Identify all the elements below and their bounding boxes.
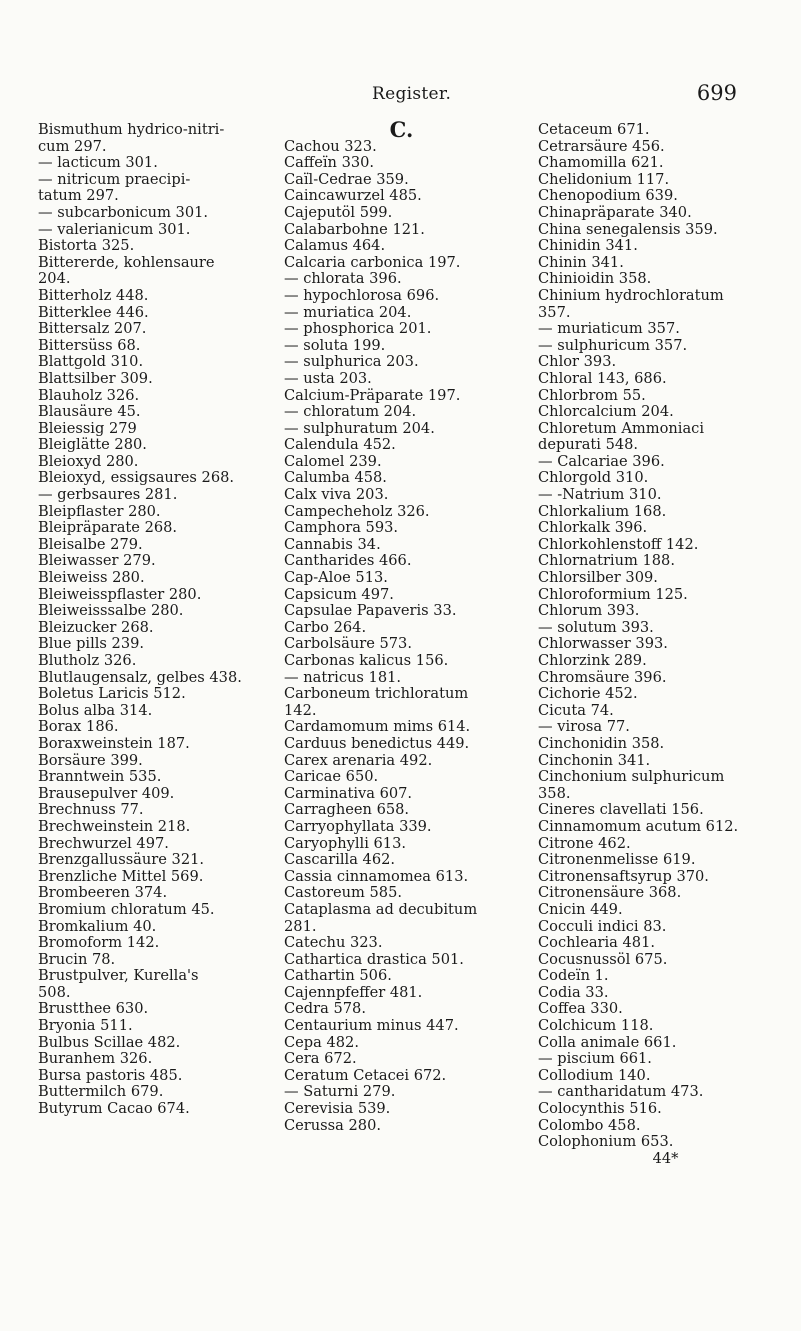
index-entry: Carex arenaria 492.	[284, 751, 433, 769]
index-entry: Calcaria carbonica 197.	[284, 253, 461, 271]
index-entry: Borax 186.	[38, 718, 119, 736]
index-entry: Bleioxyd, essigsaures 268.	[38, 469, 235, 487]
index-entry: Capsicum 497.	[284, 585, 394, 603]
index-entry: Blauholz 326.	[38, 386, 140, 404]
index-entry: Bleioxyd 280.	[38, 452, 139, 470]
index-entry: Colocynthis 516.	[538, 1100, 662, 1118]
index-entry: — valerianicum 301.	[38, 220, 191, 238]
index-entry: — Saturni 279.	[284, 1083, 396, 1101]
index-column-1	[38, 122, 278, 1118]
page-header	[0, 81, 801, 114]
index-entry: 358.	[538, 784, 571, 802]
index-entry: Campecheholz 326.	[284, 502, 430, 520]
index-entry: Cochlearia 481.	[538, 934, 656, 952]
index-entry: Calumba 458.	[284, 469, 387, 487]
index-entry: Calomel 239.	[284, 452, 382, 470]
index-entry: Chloroformium 125.	[538, 585, 688, 603]
index-entry: Chlorzink 289.	[538, 652, 647, 669]
index-entry: Chlorcalcium 204.	[538, 403, 674, 421]
index-entry: Brustpulver, Kurella's	[38, 967, 199, 985]
index-entry: Chinioidin 358.	[538, 270, 652, 288]
index-entry: Cascarilla 462.	[284, 851, 396, 869]
index-entry: — -Natrium 310.	[538, 486, 662, 504]
index-entry: — hypochlorosa 696.	[284, 286, 440, 304]
index-entry: Catechu 323.	[284, 934, 383, 952]
index-entry: — muriatica 204.	[284, 303, 412, 321]
index-entry: Cardamomum mims 614.	[284, 718, 471, 736]
index-entry: Chamomilla 621.	[538, 154, 664, 172]
index-entry: — natricus 181.	[284, 668, 402, 686]
index-entry: Brechweinstein 218.	[38, 817, 191, 835]
index-entry: Caryophylli 613.	[284, 834, 406, 852]
index-entry: Carbonas kalicus 156.	[284, 652, 449, 669]
index-entry: Capsulae Papaveris 33.	[284, 602, 457, 620]
index-entry: Calcium-Präparate 197.	[284, 386, 461, 404]
index-entry: Bryonia 511.	[38, 1017, 133, 1035]
index-entry: 142.	[284, 701, 317, 719]
index-entry: 508.	[38, 983, 71, 1001]
index-entry: tatum 297.	[38, 187, 119, 205]
index-entry: — sulphurica 203.	[284, 353, 419, 371]
index-entry: 357.	[538, 303, 571, 321]
index-entry: Camphora 593.	[284, 519, 399, 537]
index-entry: Cannabis 34.	[284, 535, 381, 553]
section-letter-heading: C.	[389, 117, 414, 142]
index-entry: Cerevisia 539.	[284, 1100, 391, 1118]
index-column-2	[284, 117, 519, 1134]
index-entry: Cicuta 74.	[538, 701, 614, 719]
index-entry: Chlorbrom 55.	[538, 386, 646, 404]
index-entry: Chinium hydrochloratum	[538, 286, 724, 304]
index-entry: Borsäure 399.	[38, 751, 143, 769]
index-entry: Cetaceum 671.	[538, 121, 650, 138]
index-entry: Calx viva 203.	[284, 486, 389, 504]
index-entry: China senegalensis 359.	[538, 220, 718, 238]
index-entry: Centaurium minus 447.	[284, 1017, 459, 1035]
index-entry: Citronensäure 368.	[538, 884, 682, 902]
index-entry: Buranhem 326.	[38, 1050, 153, 1068]
page-number: 699	[696, 81, 737, 105]
index-entry: Chinin 341.	[538, 253, 624, 271]
index-entry: Bistorta 325.	[38, 237, 135, 255]
index-entry: — virosa 77.	[538, 718, 630, 736]
index-entry: — muriaticum 357.	[538, 320, 680, 338]
index-entry: Ceratum Cetacei 672.	[284, 1066, 447, 1084]
index-entry: Bitterklee 446.	[38, 303, 149, 321]
index-entry: Cachou 323.	[284, 137, 377, 155]
index-entry: Blattsilber 309.	[38, 369, 153, 387]
index-entry: — gerbsaures 281.	[38, 486, 178, 504]
index-entry: Chelidonium 117.	[538, 170, 670, 188]
index-entry: Boletus Laricis 512.	[38, 685, 186, 703]
index-entry: Bromkalium 40.	[38, 917, 157, 935]
index-entry: Cantharides 466.	[284, 552, 412, 570]
index-entry: Colophonium 653.	[538, 1133, 674, 1151]
index-entry: Bursa pastoris 485.	[38, 1066, 183, 1084]
index-entry: Cocculi indici 83.	[538, 917, 667, 935]
index-entry: Colchicum 118.	[538, 1017, 654, 1035]
index-entry: Blutlaugensalz, gelbes 438.	[38, 668, 242, 686]
index-entry: Caincawurzel 485.	[284, 187, 422, 205]
index-entry: Bismuthum hydrico-nitri-	[38, 121, 225, 138]
index-entry: Bleiessig 279	[38, 419, 137, 437]
index-entry: Caffeïn 330.	[284, 154, 375, 172]
index-entry: Butyrum Cacao 674.	[38, 1100, 190, 1118]
index-entry: 281.	[284, 917, 317, 935]
index-entry: Carryophyllata 339.	[284, 817, 432, 835]
index-entry: Cathartin 506.	[284, 967, 392, 985]
index-entry: Bleisalbe 279.	[38, 535, 143, 553]
index-entry: Branntwein 535.	[38, 768, 162, 786]
index-entry: — nitricum praecipi-	[38, 170, 191, 188]
index-entry: Chlorsilber 309.	[538, 569, 658, 587]
index-entry: Blausäure 45.	[38, 403, 141, 421]
index-entry: — sulphuricum 357.	[538, 336, 688, 354]
index-entry: — usta 203.	[284, 369, 372, 387]
index-entry: Brechwurzel 497.	[38, 834, 169, 852]
index-entry: Buttermilch 679.	[38, 1083, 164, 1101]
index-entry: Blattgold 310.	[38, 353, 144, 371]
index-entry: Bittersüss 68.	[38, 336, 141, 354]
index-entry: Chromsäure 396.	[538, 668, 667, 686]
index-entry: Chinapräparate 340.	[538, 203, 692, 221]
index-entry: Brenzliche Mittel 569.	[38, 867, 204, 885]
index-entry: Chlorkohlenstoff 142.	[538, 535, 699, 553]
running-title: Register.	[372, 84, 452, 104]
index-entry: Bittererde, kohlensaure	[38, 253, 215, 271]
index-entry: Cinchonidin 358.	[538, 734, 665, 752]
index-entry: Bolus alba 314.	[38, 701, 153, 719]
index-entry: Calabarbohne 121.	[284, 220, 425, 238]
index-entry: Bitterholz 448.	[38, 286, 149, 304]
index-entry: Chlorkalium 168.	[538, 502, 667, 520]
index-entry: Bleipräparate 268.	[38, 519, 178, 537]
index-entry: Cinchonin 341.	[538, 751, 651, 769]
index-entry: Brombeeren 374.	[38, 884, 168, 902]
index-entry: Castoreum 585.	[284, 884, 402, 902]
index-entry: Bromium chloratum 45.	[38, 900, 215, 918]
index-entry: Carboneum trichloratum	[284, 685, 469, 703]
index-entry: — subcarbonicum 301.	[38, 203, 209, 221]
index-entry: Chlorwasser 393.	[538, 635, 668, 653]
index-entry: Carminativa 607.	[284, 784, 413, 802]
index-entry: Caricae 650.	[284, 768, 379, 786]
index-entry: Brechnuss 77.	[38, 801, 144, 819]
index-entry: — chloratum 204.	[284, 403, 417, 421]
index-entry: Chlorum 393.	[538, 602, 640, 620]
index-entry: Bleiweiss 280.	[38, 569, 145, 587]
index-entry: — soluta 199.	[284, 336, 386, 354]
index-entry: Bittersalz 207.	[38, 320, 147, 338]
index-entry: Bleizucker 268.	[38, 618, 154, 636]
index-entry: Carbolsäure 573.	[284, 635, 412, 653]
index-entry: Colla animale 661.	[538, 1033, 677, 1051]
index-entry: Cineres clavellati 156.	[538, 801, 704, 819]
index-entry: — cantharidatum 473.	[538, 1083, 704, 1101]
index-entry: Cinchonium sulphuricum	[538, 768, 725, 786]
index-entry: — chlorata 396.	[284, 270, 402, 288]
index-entry: Bleiweisspflaster 280.	[38, 585, 202, 603]
index-entry: Cichorie 452.	[538, 685, 638, 703]
index-entry: Chlor 393.	[538, 353, 617, 371]
index-entry: — sulphuratum 204.	[284, 419, 435, 437]
index-entry: Bromoform 142.	[38, 934, 160, 952]
index-entry: Cepa 482.	[284, 1033, 359, 1051]
index-entry: Cocusnussöl 675.	[538, 950, 668, 968]
index-entry: Calendula 452.	[284, 436, 396, 454]
index-entry: Collodium 140.	[538, 1066, 651, 1084]
index-entry: Chlorgold 310.	[538, 469, 649, 487]
index-entry: 204.	[38, 270, 71, 288]
index-entry: — phosphorica 201.	[284, 320, 432, 338]
index-entry: Bleipflaster 280.	[38, 502, 161, 520]
index-entry: Citrone 462.	[538, 834, 631, 852]
index-entry: — Calcariae 396.	[538, 452, 665, 470]
index-entry: Cajeputöl 599.	[284, 203, 393, 221]
index-entry: Citronenmelisse 619.	[538, 851, 696, 869]
signature-mark: 44*	[652, 1149, 679, 1167]
index-entry: Boraxweinstein 187.	[38, 734, 190, 752]
index-entry: Blue pills 239.	[38, 635, 145, 653]
index-entry: — piscium 661.	[538, 1050, 652, 1068]
index-entry: Calamus 464.	[284, 237, 386, 255]
index-entry: Cnicin 449.	[538, 900, 623, 918]
index-entry: Bleiweisssalbe 280.	[38, 602, 184, 620]
index-entry: depurati 548.	[538, 436, 639, 454]
index-entry: Chloral 143, 686.	[538, 369, 667, 387]
index-entry: Carduus benedictus 449.	[284, 734, 470, 752]
index-entry: Cetrarsäure 456.	[538, 137, 665, 155]
index-entry: Chloretum Ammoniaci	[538, 419, 704, 437]
index-entry: Brenzgallussäure 321.	[38, 851, 205, 869]
index-entry: Citronensaftsyrup 370.	[538, 867, 709, 885]
index-entry: cum 297.	[38, 137, 107, 155]
index-entry: Bulbus Scillae 482.	[38, 1033, 181, 1051]
index-entry: Blutholz 326.	[38, 652, 137, 669]
index-entry: Cathartica drastica 501.	[284, 950, 464, 968]
index-entry: Bleiglätte 280.	[38, 436, 147, 454]
index-entry: Cataplasma ad decubitum	[284, 900, 478, 918]
index-entry: Brucin 78.	[38, 950, 116, 968]
index-entry: Cinnamomum acutum 612.	[538, 817, 739, 835]
index-entry: Coffea 330.	[538, 1000, 623, 1018]
index-entry: Colombo 458.	[538, 1116, 641, 1134]
index-entry: Cassia cinnamomea 613.	[284, 867, 469, 885]
index-column-3	[538, 122, 793, 1167]
index-entry: Chlornatrium 188.	[538, 552, 675, 570]
index-entry: Codeïn 1.	[538, 967, 609, 985]
index-entry: Cedra 578.	[284, 1000, 366, 1018]
index-entry: Chenopodium 639.	[538, 187, 678, 205]
index-entry: Cajennpfeffer 481.	[284, 983, 423, 1001]
index-entry: Cerussa 280.	[284, 1116, 381, 1134]
index-entry: Caïl-Cedrae 359.	[284, 170, 409, 188]
index-entry: Carragheen 658.	[284, 801, 410, 819]
index-entry: — lacticum 301.	[38, 154, 158, 172]
index-entry: Cera 672.	[284, 1050, 357, 1068]
index-entry: Cap-Aloe 513.	[284, 569, 388, 587]
index-entry: Codia 33.	[538, 983, 609, 1001]
index-entry: Chinidin 341.	[538, 237, 638, 255]
index-entry: Bleiwasser 279.	[38, 552, 156, 570]
index-entry: Carbo 264.	[284, 618, 367, 636]
index-entry: Brausepulver 409.	[38, 784, 175, 802]
index-entry: Chlorkalk 396.	[538, 519, 648, 537]
index-entry: Brustthee 630.	[38, 1000, 149, 1018]
index-entry: — solutum 393.	[538, 618, 654, 636]
